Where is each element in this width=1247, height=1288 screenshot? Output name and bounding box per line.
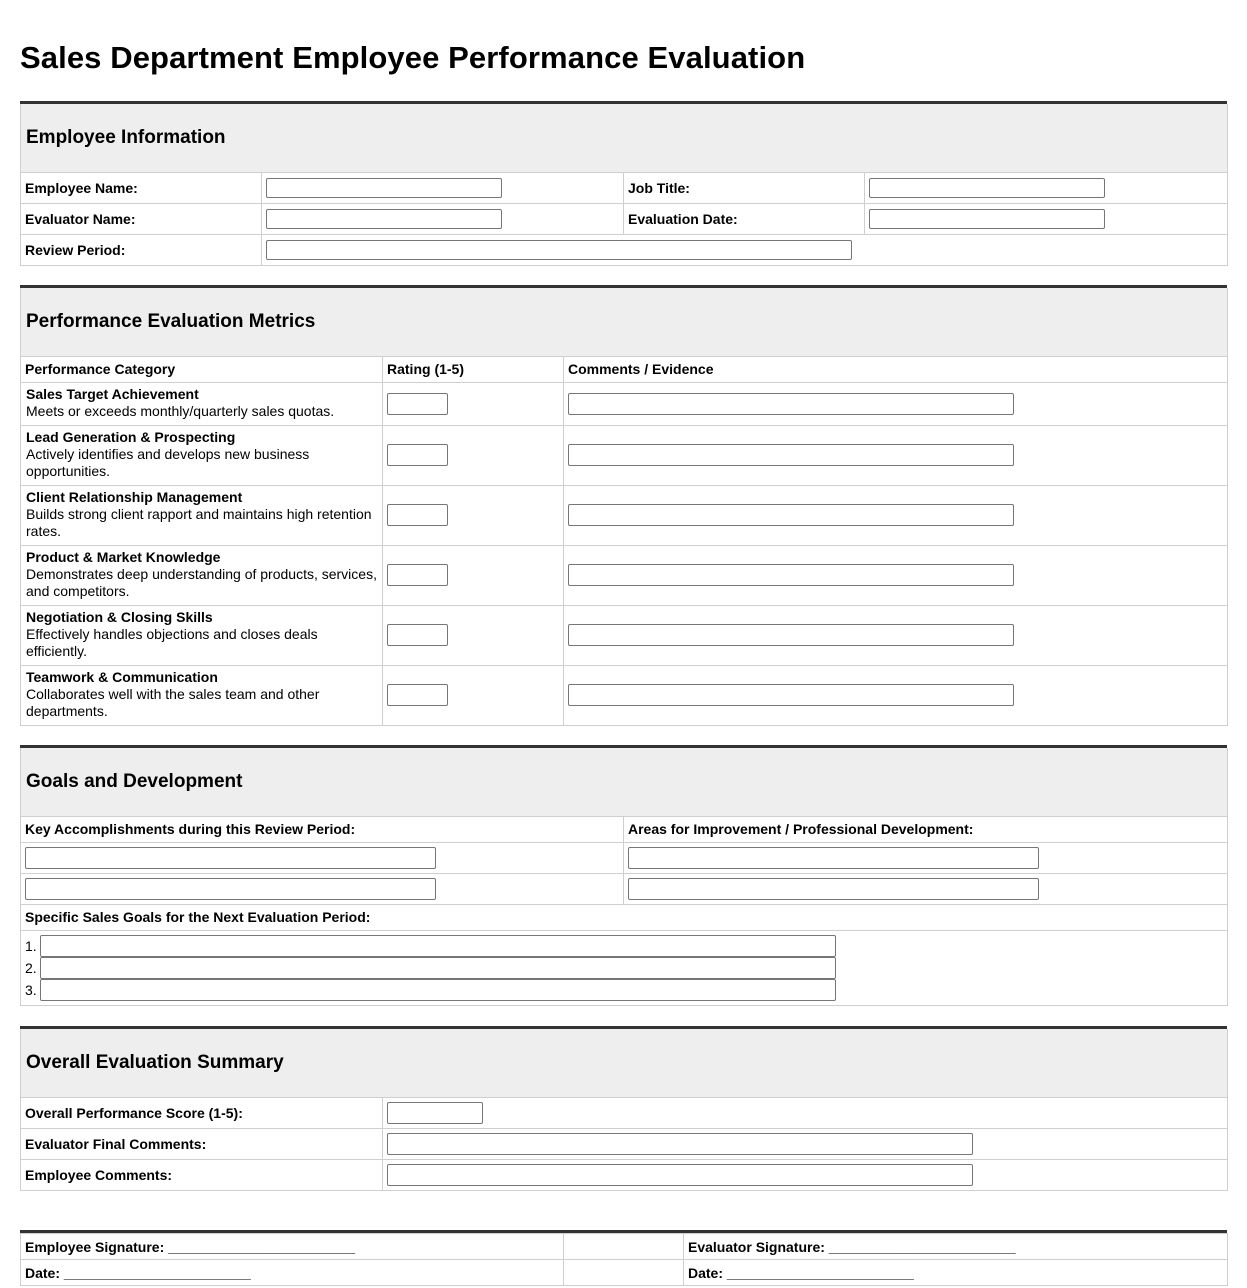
category-description: Meets or exceeds monthly/quarterly sales quotas. <box>26 402 335 419</box>
table-row <box>21 382 1228 425</box>
section-heading: Employee Information <box>21 104 1228 172</box>
goal-line <box>25 979 1223 1001</box>
category-name: Client Relationship Management <box>26 488 243 505</box>
goal-input[interactable] <box>40 979 836 1001</box>
goal-number: 1. <box>25 937 37 954</box>
goal-number: 2. <box>25 959 37 976</box>
category-description: Actively identifies and develops new business opportunities. <box>26 445 310 479</box>
page-title: Sales Department Employee Performance Evaluation <box>20 40 806 75</box>
section-heading: Performance Evaluation Metrics <box>21 288 1228 356</box>
section-heading: Goals and Development <box>21 748 1228 816</box>
score-input[interactable] <box>387 1102 483 1124</box>
category-name: Sales Target Achievement <box>26 385 199 402</box>
improvement-input[interactable] <box>628 878 1039 900</box>
comments-input[interactable] <box>568 684 1014 706</box>
employee-comments-input[interactable] <box>387 1164 973 1186</box>
employee-signature-line[interactable]: Employee Signature: ________________________ <box>21 1234 564 1260</box>
score-label: Overall Performance Score (1-5): <box>21 1097 383 1128</box>
evaluation-date-label: Evaluation Date: <box>624 203 865 234</box>
category-description: Builds strong client rapport and maintains high retention rates. <box>26 505 372 539</box>
rating-input[interactable] <box>387 444 448 466</box>
table-row <box>21 485 1228 545</box>
category-description: Effectively handles objections and closes deals efficiently. <box>26 625 318 659</box>
category-name: Lead Generation & Prospecting <box>26 428 236 445</box>
summary-section <box>20 1026 1227 1191</box>
category-name: Product & Market Knowledge <box>26 548 221 565</box>
category-description: Collaborates well with the sales team and other departments. <box>26 685 320 719</box>
rating-input[interactable] <box>387 504 448 526</box>
table-row <box>21 545 1228 605</box>
job-title-input[interactable] <box>869 178 1105 198</box>
improvement-input[interactable] <box>628 847 1039 869</box>
category-name: Negotiation & Closing Skills <box>26 608 213 625</box>
column-header: Comments / Evidence <box>564 356 1228 382</box>
rating-input[interactable] <box>387 564 448 586</box>
rating-input[interactable] <box>387 684 448 706</box>
category-name: Teamwork & Communication <box>26 668 218 685</box>
employee-comments-label: Employee Comments: <box>21 1159 383 1190</box>
column-header: Performance Category <box>21 356 383 382</box>
evaluator-name-label: Evaluator Name: <box>21 203 262 234</box>
review-period-label: Review Period: <box>21 234 262 265</box>
accomplishments-label: Key Accomplishments during this Review Period: <box>21 816 624 842</box>
employee-name-label: Employee Name: <box>21 172 262 203</box>
table-row <box>21 605 1228 665</box>
comments-input[interactable] <box>568 564 1014 586</box>
comments-input[interactable] <box>568 504 1014 526</box>
employee-info-section <box>20 101 1227 266</box>
goal-number: 3. <box>25 981 37 998</box>
evaluation-date-input[interactable] <box>869 209 1105 229</box>
comments-input[interactable] <box>568 393 1014 415</box>
evaluator-date-line[interactable]: Date: ________________________ <box>684 1260 1228 1286</box>
final-comments-label: Evaluator Final Comments: <box>21 1128 383 1159</box>
review-period-input[interactable] <box>266 240 852 260</box>
rating-input[interactable] <box>387 393 448 415</box>
section-heading: Overall Evaluation Summary <box>21 1029 1228 1097</box>
accomplishment-input[interactable] <box>25 847 436 869</box>
final-comments-input[interactable] <box>387 1133 973 1155</box>
goal-input[interactable] <box>40 935 836 957</box>
employee-date-line[interactable]: Date: ________________________ <box>21 1260 564 1286</box>
signature-section <box>20 1230 1227 1286</box>
goals-section <box>20 745 1227 1006</box>
comments-input[interactable] <box>568 444 1014 466</box>
table-row <box>21 665 1228 725</box>
category-description: Demonstrates deep understanding of products, services, and competitors. <box>26 565 377 599</box>
evaluator-name-input[interactable] <box>266 209 502 229</box>
metrics-section <box>20 285 1227 726</box>
job-title-label: Job Title: <box>624 172 865 203</box>
rating-input[interactable] <box>387 624 448 646</box>
goal-input[interactable] <box>40 957 836 979</box>
comments-input[interactable] <box>568 624 1014 646</box>
goal-line <box>25 957 1223 979</box>
column-header: Rating (1-5) <box>383 356 564 382</box>
goal-line <box>25 935 1223 957</box>
next-goals-label: Specific Sales Goals for the Next Evaluation Period: <box>21 904 1228 930</box>
evaluator-signature-line[interactable]: Evaluator Signature: ________________________ <box>684 1234 1228 1260</box>
accomplishment-input[interactable] <box>25 878 436 900</box>
improvement-label: Areas for Improvement / Professional Development: <box>624 816 1228 842</box>
employee-name-input[interactable] <box>266 178 502 198</box>
table-row <box>21 425 1228 485</box>
